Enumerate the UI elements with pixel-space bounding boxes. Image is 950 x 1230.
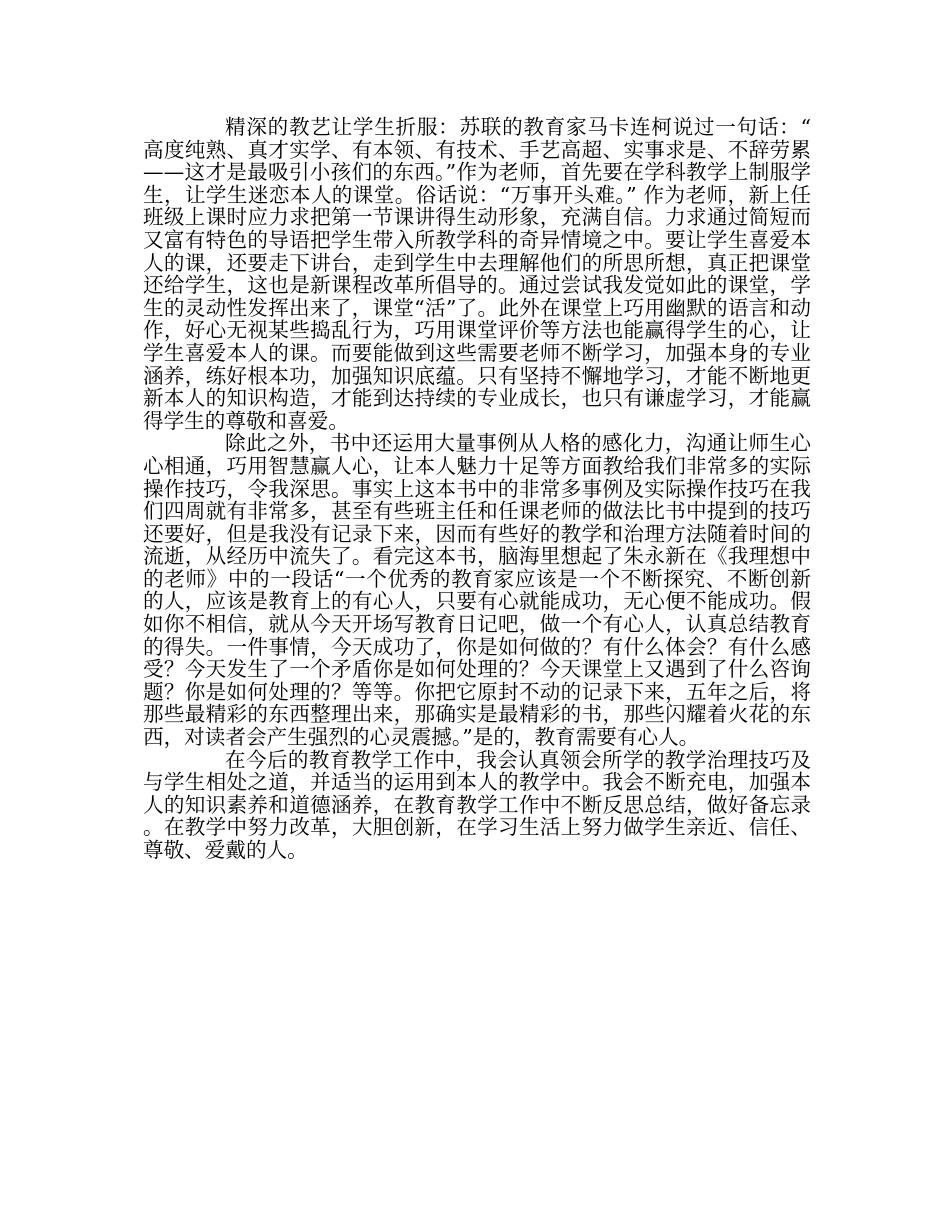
- document-body: [143, 116, 811, 862]
- paragraph-book-reflection: 除此之外，书中还运用大量事例从人格的感化力，沟通让师生心心相通，巧用智慧赢人心，让本人魅力十足等方面教给我们非常多的实际操作技巧，令我深思。事实上这本书中的非常多事例及实际操作技巧在我们四周就有非常多，甚至有些班主任和任课老师的做法比书中提到的技巧还要好，但是我没有记录下来，因而有些好的教学和治理方法随着时间的流逝，从经历中流失了。看完这本书，脑海里想起了朱永新在《我理想中的老师》中的一段话“一个优秀的教育家应该是一个不断探究、不断创新的人，应该是教育上的有心人，只要有心就能成功，无心便不能成功。假如你不相信，就从今天开场写教育日记吧，做一个有心人，认真总结教育的得失。一件事情，今天成功了，你是如何做的？有什么体会？有什么感受？今天发生了一个矛盾你是如何处理的？今天课堂上又遇到了什么咨询题？你是如何处理的？等等。你把它原封不动的记录下来，五年之后，将那些最精彩的东西整理出来，那确实是最精彩的书，那些闪耀着火花的东西，对读者会产生强烈的心灵震撼。”是的，教育需要有心人。: [143, 431, 811, 750]
- paragraph-future-work: 在今后的教育教学工作中，我会认真领会所学的教学治理技巧及与学生相处之道，并适当的运用到本人的教学中。我会不断充电，加强本人的知识素养和道德涵养，在教育教学工作中不断反思总结，做好备忘录。在教学中努力改革，大胆创新，在学习生活上努力做学生亲近、信任、尊敬、爱戴的人。: [143, 747, 811, 862]
- paragraph-teaching-art: 精深的教艺让学生折服：苏联的教育家马卡连柯说过一句话：“高度纯熟、真才实学、有本领、有技术、手艺高超、实事求是、不辞劳累——这才是最吸引小孩们的东西。”作为老师，首先要在学科教学上制服学生，让学生迷恋本人的课堂。俗话说：“万事开头难。” 作为老师，新上任班级上课时应力求把第一节课讲得生动形象，充满自信。力求通过简短而又富有特色的导语把学生带入所教学科的奇异情境之中。要让学生喜爱本人的课，还要走下讲台，走到学生中去理解他们的所思所想，真正把课堂还给学生，这也是新课程改革所倡导的。通过尝试我发觉如此的课堂，学生的灵动性发挥出来了，课堂“活”了。此外在课堂上巧用幽默的语言和动作，好心无视某些捣乱行为，巧用课堂评价等方法也能赢得学生的心，让学生喜爱本人的课。而要能做到这些需要老师不断学习，加强本身的专业涵养，练好根本功，加强知识底蕴。只有坚持不懈地学习，才能不断地更新本人的知识构造，才能到达持续的专业成长，也只有谦虚学习，才能赢得学生的尊敬和喜爱。: [143, 115, 811, 433]
